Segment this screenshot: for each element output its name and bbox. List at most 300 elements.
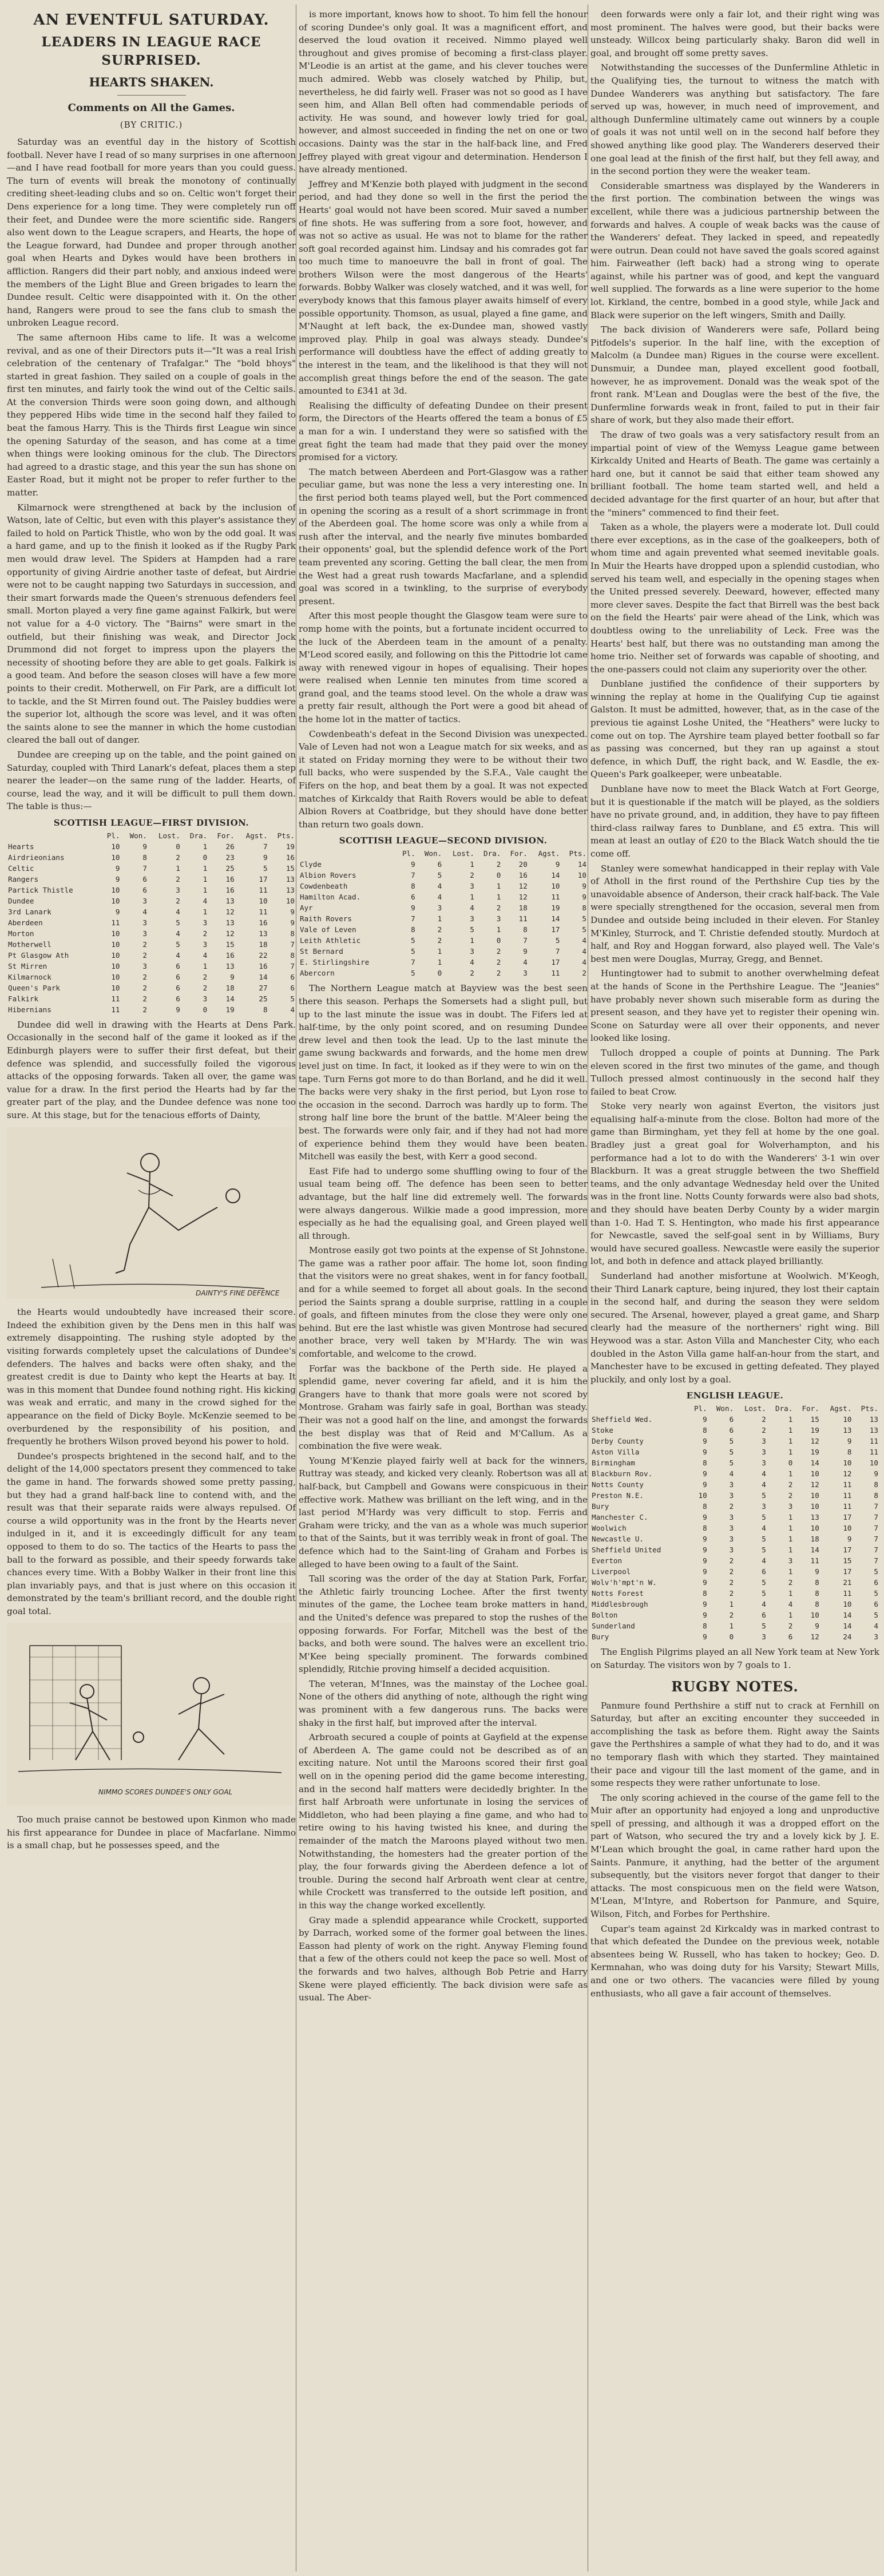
stat-cell: 9	[703, 1578, 707, 1587]
stat-cell: 26	[225, 842, 235, 851]
team-name-cell: 3rd Lanark	[8, 907, 51, 916]
header-cell: Agst.	[538, 849, 560, 858]
stat-cell: 2	[203, 983, 208, 992]
table-row	[7, 982, 296, 993]
stat-cell: 3	[729, 1480, 734, 1489]
stat-cell: 6	[874, 1600, 878, 1609]
team-name-cell: Falkirk	[8, 994, 39, 1003]
article-paragraph: Stoke very nearly won against Everton, the visitors just equalising half-a-minute from the close. Bolton had more of the game than Birmingham, yet they fell at home by the one goal. Bradley just a great goal for Wolverhampton, and his performance had a lot to do with the Wanderers' 3-1 win over Blackburn. It was a great struggle between the two Sheffield teams, and the only advantage Wednesday held over the United was in the front line. Notts County forwards were also bad shots, and they should have beaten Derby County by a wider margin than 1-0. Had T. S. Hentington, who made his first appearance for Newcastle, saved the self-goal sent in by Williams, Bury would have secured goalless. Newcastle were easily the superior lot, and both in defence and attack played brilliantly.	[590, 1101, 879, 1267]
rugby-notes-heading: RUGBY NOTES.	[671, 1678, 799, 1695]
article-paragraph: Sunderland had another misfortune at Woolwich. M'Keogh, their Third Lanark capture, being injured, they lost their captain in the second half, and during the season they were seldom secured. The Arsenal, however, played a great game, and Sharp clearly had the measure of the northerners' right wing. Bill Heywood was a star. Aston Villa and Manchester City, who each doubled in the Aston Villa game half-an-hour from the start, and Manchester have to be excused in getting defeated. They played pluckily, and only lost by a goal.	[590, 1271, 879, 1385]
stat-cell: 1	[470, 893, 474, 902]
header-cell: For.	[510, 849, 528, 858]
stat-cell: 1	[788, 1415, 793, 1424]
stat-cell: 0	[203, 853, 208, 862]
stat-cell: 5	[411, 969, 415, 978]
stat-cell: 3	[142, 896, 147, 905]
stat-cell: 6	[729, 1426, 734, 1435]
table-row	[590, 1566, 879, 1577]
stat-cell: 2	[496, 903, 501, 913]
stat-cell: 9	[582, 893, 586, 902]
team-name-cell: Airdrieonians	[8, 853, 65, 862]
stat-cell: 6	[176, 983, 180, 992]
stat-cell: 13	[259, 929, 268, 938]
stat-cell: 2	[203, 929, 208, 938]
table-row	[7, 841, 296, 852]
stat-cell: 11	[551, 893, 560, 902]
team-name-cell: Celtic	[8, 863, 34, 873]
stat-cell: 19	[810, 1426, 819, 1435]
table-row	[590, 1555, 879, 1566]
stat-cell: 7	[411, 958, 415, 967]
stat-cell: 1	[437, 958, 442, 967]
stat-cell: 3	[203, 994, 208, 1003]
stat-cell: 3	[762, 1437, 766, 1446]
team-name-cell: Hamilton Acad.	[300, 893, 361, 902]
stat-cell: 10	[810, 1524, 819, 1533]
stat-cell: 5	[290, 994, 295, 1003]
stat-cell: 16	[225, 874, 235, 883]
article-paragraph: Jeffrey and M'Kenzie both played with judgment in the second period, and had they done so well in the first the period the Hearts' goal would not have been scored. Muir saved a number of fine shots. He was suffering from a sore foot, however, and was not so active as usual. He was not to blame for the rather soft goal recorded against him. Lindsay and his comrades got far too much time to manoeuvre the ball in front of goal. The brothers Wilson were the most dangerous of the Hearts' forwards. Bobby Walker was closely watched, and it was well, for everybody knows that this famous player awaits himself of every possible opportunity. Thomson, as usual, played a fine game, and M'Naught at left back, the ex-Dundee man, showed vastly improved play. Philp in goal was always steady. Dundee's performance will doubtless have the effect of adding greatly to the interest in the team, and the likelihood is that they will not accomplish great things before the end of the season. The gate amounted to £341 at 3d.	[299, 179, 588, 397]
stat-cell: 4	[203, 896, 208, 905]
stat-cell: 9	[703, 1415, 707, 1424]
team-name-cell: Newcastle U.	[592, 1535, 644, 1544]
team-name-cell: Hearts	[8, 842, 34, 851]
article-paragraph: Kilmarnock were strengthened at back by the inclusion of Watson, late of Celtic, but even with this player's assistance they failed to hold on Partick Thistle, who won by the odd goal. It was a hard game, and up to the finish it looked as if the Rugby Park men would draw level. The Spiders at Hampden had a rare opportunity of giving Airdrie another taste of defeat, but Airdrie were not to be caught napping two Saturdays in succession, and their smart forwards made the Queen's strenuous defenders feel small. Morton played a very fine game against Falkirk, but were not value for a 4-0 victory. The "Bairns" were smart in the outfield, but their finishing was weak, and Director Jock Drummond did not forget to impress upon the players the necessity of shooting before they are able to get goals. Falkirk is a good team. And before the season closes will have a few more points to their credit. Motherwell, on Fir Park, are a difficult lot to tackle, and the St Mirren found out. The Paisley buddies were the superior lot, although the score was level, and it was often the saints alone to see the manner in which the home custodian cleared the ball out of danger.	[7, 502, 296, 746]
stat-cell: 4	[437, 882, 442, 891]
stat-cell: 7	[411, 914, 415, 924]
stat-cell: 14	[225, 994, 235, 1003]
stat-cell: 5	[729, 1459, 734, 1468]
stat-cell: 4	[176, 907, 180, 916]
stat-cell: 9	[411, 903, 415, 913]
stat-cell: 10	[111, 950, 120, 960]
team-name-cell: Birmingham	[592, 1459, 635, 1468]
stat-cell: 1	[788, 1437, 793, 1446]
stat-cell: 0	[788, 1459, 793, 1468]
stat-cell: 8	[411, 925, 415, 934]
stat-cell: 5	[762, 1589, 766, 1598]
stat-cell: 12	[843, 1469, 852, 1479]
stat-cell: 10	[810, 1611, 819, 1620]
stat-cell: 2	[142, 1005, 147, 1014]
stat-cell: 4	[874, 1622, 878, 1631]
stat-cell: 18	[259, 940, 268, 949]
stat-cell: 2	[142, 983, 147, 992]
stat-cell: 16	[259, 961, 268, 970]
stat-cell: 4	[788, 1600, 793, 1609]
stat-cell: 3	[729, 1545, 734, 1555]
stat-cell: 4	[582, 947, 586, 956]
header-cell: Pl.	[693, 1404, 707, 1413]
team-name-cell: Sunderland	[592, 1622, 635, 1631]
stat-cell: 9	[703, 1545, 707, 1555]
stat-cell: 4	[470, 903, 474, 913]
stat-cell: 3	[729, 1491, 734, 1500]
article-paragraph: The match between Aberdeen and Port-Glasgow was a rather peculiar game, but was none the less a very interesting one. In the first period both teams played well, but the Port commenced in opening the scoring as a result of a short scrimmage in front of the Aberdeen goal. The home score was only a while from a rush after the interval, and the nearly five minutes bombarded their opponents' goal, but the splendid defence work of the Port team prevented any scoring. Getting the ball clear, the men from the West had a great rush towards Macfarlane, and a splendid goal was scored in a twinkling, to the surprise of everybody present.	[299, 466, 588, 607]
stat-cell: 5	[582, 925, 586, 934]
stat-cell: 1	[788, 1611, 793, 1620]
team-name-cell: Manchester C.	[592, 1513, 648, 1522]
stat-cell: 7	[874, 1524, 878, 1533]
stat-cell: 1	[788, 1426, 793, 1435]
column-1	[7, 8, 296, 1854]
article-paragraph: Taken as a whole, the players were a moderate lot. Dull could there ever exceptions, as in the case of the goalkeepers, both of whom time and again prevented what seemed inevitable goals. In Muir the Hearts have dropped upon a splendid custodian, who served his team well, and especially in the opening stages when the United pressed severely. Deeward, however, effected many more clever saves. Despite the fact that Birrell was the best back on the field the Hearts' pair were ahead of the Link, which was doubtless owing to the unreliability of Leck. Free was the Hearts' best half, but there was no outstanding man among the home trio. Neither set of forwards was capable of shooting, and the one-passers could not claim any superiority over the other.	[590, 522, 879, 675]
header-cell: Pl.	[402, 849, 415, 858]
stat-cell: 2	[729, 1578, 734, 1587]
stat-cell: 4	[729, 1469, 734, 1479]
stat-cell: 17	[551, 925, 560, 934]
stat-cell: 4	[290, 1005, 295, 1014]
stat-cell: 1	[496, 882, 501, 891]
team-name-cell: Abercorn	[300, 969, 335, 978]
stat-cell: 9	[703, 1535, 707, 1544]
table-row	[7, 928, 296, 939]
header-cell: Dra.	[775, 1404, 793, 1413]
stat-cell: 19	[810, 1448, 819, 1457]
stat-cell: 9	[847, 1437, 852, 1446]
stat-cell: 1	[437, 947, 442, 956]
stat-cell: 6	[142, 885, 147, 894]
stat-cell: 4	[762, 1524, 766, 1533]
team-name-cell: Woolwich	[592, 1524, 627, 1533]
stat-cell: 3	[142, 929, 147, 938]
table-row	[7, 993, 296, 1004]
team-name-cell: Dundee	[8, 896, 34, 905]
article-paragraph: Tall scoring was the order of the day at Station Park, Forfar, the Athletic fairly trouncing Lochee. After the first twenty minutes of the game, the Lochee team broke matters in hand, and the United's defence was prepared to stop the rushes of the opposing forwards. For Forfar, Mitchell was the best of the backs, and both were sound. The halves were an excellent trio. M'Kee being specially prominent. The forwards combined splendidly, Ritchie proving himself a decided acquisition.	[299, 1574, 588, 1675]
stat-cell: 14	[551, 914, 560, 924]
stat-cell: 9	[847, 1535, 852, 1544]
stat-cell: 5	[762, 1622, 766, 1631]
sub-headline-2: HEARTS SHAKEN.	[89, 75, 214, 89]
stat-cell: 16	[259, 918, 268, 927]
stat-cell: 11	[111, 918, 120, 927]
stat-cell: 9	[703, 1480, 707, 1489]
team-name-cell: Albion Rovers	[300, 871, 356, 880]
table-body	[7, 841, 296, 1015]
stat-cell: 3	[470, 914, 474, 924]
stat-cell: 12	[225, 929, 235, 938]
header-cell: Lost.	[452, 849, 474, 858]
stat-cell: 7	[523, 936, 528, 945]
stat-cell: 17	[843, 1545, 852, 1555]
stat-cell: 17	[551, 958, 560, 967]
stat-cell: 3	[142, 918, 147, 927]
stat-cell: 3	[203, 940, 208, 949]
illustration-caption: DAINTY'S FINE DEFENCE	[196, 1289, 280, 1297]
stat-cell: 14	[810, 1459, 819, 1468]
stat-cell: 9	[555, 860, 560, 869]
stat-cell: 10	[111, 885, 120, 894]
stat-cell: 18	[810, 1535, 819, 1544]
stat-cell: 13	[869, 1426, 878, 1435]
article-paragraph: Saturday was an eventful day in the history of Scottish football. Never have I read of so many surprises in one afternoon—and I have read football for more years than you could guess. The turn of events will break the monotony of continually crediting sheet-leading clubs and so on. Celtic won't forget their Dens experience for a long time. They were completely run off their feet, and Dundee were the more scientific side. Rangers also went down to the League scrapers, and Hearts, the hope of the League forward, had Dundee and proper through another goal when Hearts and Dykes would have been brothers in affliction. Rangers did their part nobly, and anxious indeed were the members of the Light Blue and Green brigades to learn the Dundee result. Celtic were disappointed with it. On the other hand, Rangers were proud to see the fans club to smash the unbroken League record.	[7, 137, 296, 328]
table-header-row	[7, 830, 296, 841]
stat-cell: 14	[843, 1611, 852, 1620]
team-name-cell: Leith Athletic	[300, 936, 361, 945]
player-kicking-illustration	[7, 1127, 293, 1299]
stat-cell: 10	[111, 940, 120, 949]
stat-cell: 10	[810, 1502, 819, 1511]
team-name-cell: Ayr	[300, 903, 313, 913]
stat-cell: 6	[142, 874, 147, 883]
stat-cell: 6	[290, 983, 295, 992]
stat-cell: 4	[762, 1469, 766, 1479]
article-paragraph: The English Pilgrims played an all New York team at New York on Saturday. The visitors won by 7 goals to 1.	[590, 1647, 879, 1670]
team-name-cell: Wolv'h'mpt'n W.	[592, 1578, 657, 1587]
stat-cell: 7	[874, 1513, 878, 1522]
stat-cell: 11	[869, 1448, 878, 1457]
stat-cell: 3	[762, 1448, 766, 1457]
stat-cell: 19	[286, 842, 295, 851]
stat-cell: 3	[874, 1632, 878, 1642]
header-cell: For.	[802, 1404, 819, 1413]
stat-cell: 3	[762, 1502, 766, 1511]
stat-cell: 6	[762, 1567, 766, 1576]
table-header-row	[299, 848, 588, 859]
stat-cell: 5	[176, 918, 180, 927]
separator	[117, 95, 186, 96]
article-paragraph: The Northern League match at Bayview was the best seen there this season. Perhaps the Somersets had a slight pull, but up to the last minute the issue was in doubt. The Fifers led at half-time, by the only point scored, and on resuming Dundee drew level and then took the lead. Up to the last minute the game swung backwards and forwards, and the home men drew level just on time. In fact, it looked as if they were to win on the tape. Turn Ferns got more to do than Borland, and he did it well. The backs were very shaky in the first period, but Lyon rose to the occasion in the second. Darroch was hardly up to form. The strong half line bore the brunt of the battle. M'Aleer being the best. The forwards were only fair, and if they had not had more of experience behind them they would have been beaten. Mitchell was easily the best, with Kerr a good second.	[299, 983, 588, 1162]
table-row	[7, 961, 296, 972]
stat-cell: 14	[810, 1545, 819, 1555]
stat-cell: 10	[111, 972, 120, 981]
table-row	[7, 852, 296, 863]
stat-cell: 5	[762, 1545, 766, 1555]
stat-cell: 9	[263, 853, 268, 862]
stat-cell: 1	[788, 1448, 793, 1457]
stat-cell: 9	[703, 1469, 707, 1479]
stat-cell: 7	[874, 1502, 878, 1511]
stat-cell: 16	[225, 885, 235, 894]
stat-cell: 3	[523, 969, 528, 978]
table-row	[590, 1631, 879, 1642]
stat-cell: 8	[703, 1426, 707, 1435]
stat-cell: 12	[518, 893, 528, 902]
stat-cell: 4	[523, 958, 528, 967]
stat-cell: 9	[176, 1005, 180, 1014]
stat-cell: 4	[203, 950, 208, 960]
stat-cell: 1	[470, 860, 474, 869]
stat-cell: 0	[176, 842, 180, 851]
table-row	[299, 913, 588, 924]
stat-cell: 6	[176, 972, 180, 981]
stat-cell: 18	[518, 903, 528, 913]
stat-cell: 2	[729, 1589, 734, 1598]
stat-cell: 24	[843, 1632, 852, 1642]
stat-cell: 11	[518, 914, 528, 924]
article-paragraph: Cowdenbeath's defeat in the Second Division was unexpected. Vale of Leven had not won a League match for six weeks, and as it stated on Friday morning they were to be without their two full backs, who were suspended by the S.F.A., Vale caught the Fifers on the hop, and beat them by a goal. It was not expected matches of Kirkcaldy that Raith Rovers would be able to defeat Albion Rovers at Coatbridge, but they should have done better than return two goals down.	[299, 728, 588, 830]
stat-cell: 2	[729, 1502, 734, 1511]
stat-cell: 2	[470, 871, 474, 880]
header-cell	[7, 830, 100, 841]
table-header-row	[590, 1403, 879, 1414]
stat-cell: 7	[874, 1545, 878, 1555]
stat-cell: 8	[815, 1589, 819, 1598]
table-row	[590, 1414, 879, 1425]
article-paragraph: Dundee did well in drawing with the Hearts at Dens Park. Occasionally in the second half of the game it looked as if the Edinburgh players were to suffer their first defeat, but their defence was splendid, and successfully foiled the vigorous attacks of the opposing forwards. Taken all over, the game was value for a draw. In the first period the Hearts had by far the greater part of the play, and the Dundee defence was none too sure. At this stage, but for the tenacious efforts of Dainty,	[7, 1019, 296, 1121]
stat-cell: 15	[286, 863, 295, 873]
stat-cell: 2	[142, 994, 147, 1003]
stat-cell: 5	[874, 1567, 878, 1576]
stat-cell: 17	[259, 874, 268, 883]
stat-cell: 1	[788, 1513, 793, 1522]
stat-cell: 27	[259, 983, 268, 992]
table-row	[299, 891, 588, 902]
stat-cell: 10	[111, 842, 120, 851]
stat-cell: 5	[263, 863, 268, 873]
stat-cell: 9	[703, 1600, 707, 1609]
team-name-cell: Sheffield Wed.	[592, 1415, 653, 1424]
stat-cell: 6	[729, 1415, 734, 1424]
stat-cell: 9	[703, 1611, 707, 1620]
stat-cell: 3	[176, 885, 180, 894]
stat-cell: 6	[437, 860, 442, 869]
header-cell: Lost.	[158, 831, 180, 840]
stat-cell: 10	[843, 1524, 852, 1533]
stat-cell: 13	[843, 1426, 852, 1435]
team-name-cell: St Mirren	[8, 961, 47, 970]
stat-cell: 4	[470, 958, 474, 967]
stat-cell: 22	[259, 950, 268, 960]
stat-cell: 2	[176, 853, 180, 862]
header-cell: Agst.	[830, 1404, 852, 1413]
stat-cell: 13	[225, 896, 235, 905]
stat-cell: 1	[788, 1589, 793, 1598]
table-row	[590, 1490, 879, 1501]
stat-cell: 11	[259, 885, 268, 894]
stat-cell: 11	[843, 1491, 852, 1500]
stat-cell: 6	[176, 961, 180, 970]
stat-cell: 4	[762, 1600, 766, 1609]
stat-cell: 3	[762, 1459, 766, 1468]
team-name-cell: Bolton	[592, 1611, 618, 1620]
stat-cell: 1	[788, 1535, 793, 1544]
team-name-cell: Notts County	[592, 1480, 644, 1489]
table-row	[590, 1599, 879, 1610]
stat-cell: 1	[203, 863, 208, 873]
team-name-cell: Hibernians	[8, 1005, 51, 1014]
table-row	[299, 946, 588, 957]
team-name-cell: Pt Glasgow Ath	[8, 950, 69, 960]
stat-cell: 3	[788, 1556, 793, 1566]
stat-cell: 8	[523, 925, 528, 934]
stat-cell: 11	[843, 1480, 852, 1489]
stat-cell: 1	[496, 925, 501, 934]
stat-cell: 2	[437, 925, 442, 934]
team-name-cell: Derby County	[592, 1437, 644, 1446]
stat-cell: 5	[762, 1535, 766, 1544]
stat-cell: 5	[729, 1448, 734, 1457]
stat-cell: 2	[496, 860, 501, 869]
header-cell: Won.	[129, 831, 147, 840]
header-cell: Pts.	[277, 831, 295, 840]
stat-cell: 4	[582, 936, 586, 945]
stat-cell: 3	[788, 1502, 793, 1511]
team-name-cell: St Bernard	[300, 947, 343, 956]
table-row	[590, 1544, 879, 1555]
article-paragraph: Tulloch dropped a couple of points at Dunning. The Park eleven scored in the first two minutes of the game, and though Tulloch pressed almost continuously in the second half they failed to beat Crow.	[590, 1047, 879, 1097]
stat-cell: 7	[874, 1535, 878, 1544]
league-table-title: SCOTTISH LEAGUE—FIRST DIVISION.	[53, 817, 249, 828]
stat-cell: 8	[703, 1589, 707, 1598]
stat-cell: 25	[259, 994, 268, 1003]
table-row	[7, 895, 296, 906]
stat-cell: 1	[203, 874, 208, 883]
stat-cell: 9	[703, 1513, 707, 1522]
table-row	[7, 939, 296, 950]
table-row	[7, 917, 296, 928]
stat-cell: 10	[259, 896, 268, 905]
stat-cell: 10	[810, 1469, 819, 1479]
stat-cell: 5	[176, 940, 180, 949]
stat-cell: 4	[762, 1556, 766, 1566]
stat-cell: 5	[874, 1589, 878, 1598]
team-name-cell: Bury	[592, 1502, 609, 1511]
stat-cell: 10	[843, 1600, 852, 1609]
stat-cell: 16	[286, 853, 295, 862]
stat-cell: 10	[111, 961, 120, 970]
stat-cell: 20	[518, 860, 528, 869]
table-row	[590, 1501, 879, 1512]
team-name-cell: E. Stirlingshire	[300, 958, 370, 967]
stat-cell: 3	[729, 1535, 734, 1544]
stat-cell: 13	[225, 961, 235, 970]
stat-cell: 5	[762, 1513, 766, 1522]
team-name-cell: Middlesbrough	[592, 1600, 648, 1609]
stat-cell: 9	[703, 1556, 707, 1566]
stat-cell: 11	[111, 1005, 120, 1014]
article-paragraph: After this most people thought the Glasgow team were sure to romp home with the points, but a fortunate incident occurred to the luck of the Aberdeen team in the amount of a penalty. M'Leod scored easily, and following on this the Pittodrie lot came away with renewed vigour in hopes of equalising. Their hopes were realised when Lennie ten minutes from time scored a grand goal, and the teams stood level. On the whole a draw was a pretty fair result, although the Port were a good bit ahead of the home lot in the matter of tactics.	[299, 611, 588, 725]
stat-cell: 4	[762, 1480, 766, 1489]
stat-cell: 1	[437, 914, 442, 924]
table-row	[590, 1620, 879, 1631]
stat-cell: 16	[518, 871, 528, 880]
stat-cell: 5	[411, 947, 415, 956]
article-paragraph: Cupar's team against 2d Kirkcaldy was in marked contrast to that which defeated the Dundee on the previous week, notable absentees being W. Russell, who has taken to hockey; Geo. D. Kermnahan, who was doing duty for his Varsity; Stewart Mills, and one or two others. The vacancies were filled by young enthusiasts, who all gave a fair account of themselves.	[590, 1923, 879, 1999]
article-paragraph: The same afternoon Hibs came to life. It was a welcome revival, and as one of their Directors puts it—"It was a real Irish celebration of the centenary of Trafalgar." The "bold bhoys" started in great fashion. They sailed on a couple of goals in the first ten minutes, and fairly took the wind out of the Celtic sails. At the conversion Thirds were soon going down, and although they peppered Hibs wide time in the second half they failed to beat the famous Harry. This is the Thirds first League win since the opening Saturday of the season, and has come at a time when things were looking ominous for the club. The Directors had agreed to a drastic stage, and this year the sun has shone on Easter Road, but it might not be proper to refer further to the matter.	[7, 332, 296, 498]
table-row	[7, 972, 296, 982]
league-table-english	[590, 1403, 879, 1642]
table-body	[299, 859, 588, 978]
stat-cell: 13	[225, 918, 235, 927]
table-row	[7, 885, 296, 895]
stat-cell: 10	[843, 1415, 852, 1424]
table-row	[590, 1577, 879, 1588]
article-paragraph: Arbroath secured a couple of points at Gayfield at the expense of Aberdeen A. The game could not be described as of an exciting nature. Not until the Maroons scored their first goal well on in the opening period did the game become interesting, and in the second half matters were decidedly brighter. In the first half Arbroath were unfortunate in losing the services of Middleton, who had been playing a fine game, and who had to retire owing to his having twisted his knee, and during the remainder of the match the Maroons played without two men. Notwithstanding, the homesters had the greater portion of the play, the four forwards giving the Aberdeen defence a lot of trouble. During the second half Arbroath went clear at centre, while Crockett was transferred to the outside left position, and in this way the change worked excellently.	[299, 1732, 588, 1911]
stat-cell: 16	[225, 950, 235, 960]
stat-cell: 12	[518, 882, 528, 891]
stat-cell: 4	[176, 929, 180, 938]
table-row	[299, 957, 588, 968]
stat-cell: 2	[729, 1567, 734, 1576]
table-row	[590, 1436, 879, 1446]
article-paragraph: Gray made a splendid appearance while Crockett, supported by Darrach, worked some of the former goal between the lines. Easson had plenty of work on the right. Anyway Fleming found that a few of the others could not keep the pace so well. Most of the forwards and two halves, although Bob Petrie and Harry Skene were played efficiently. The back division were safe as usual. The Aber-	[299, 1915, 588, 2003]
stat-cell: 10	[810, 1491, 819, 1500]
stat-cell: 1	[788, 1469, 793, 1479]
stat-cell: 9	[815, 1622, 819, 1631]
table-row	[590, 1446, 879, 1457]
stat-cell: 1	[496, 893, 501, 902]
stat-cell: 9	[115, 863, 120, 873]
table-row	[7, 863, 296, 874]
stat-cell: 14	[551, 871, 560, 880]
stat-cell: 6	[762, 1611, 766, 1620]
team-name-cell: Queen's Park	[8, 983, 60, 992]
table-row	[7, 1004, 296, 1015]
stat-cell: 1	[203, 961, 208, 970]
stat-cell: 13	[810, 1513, 819, 1522]
